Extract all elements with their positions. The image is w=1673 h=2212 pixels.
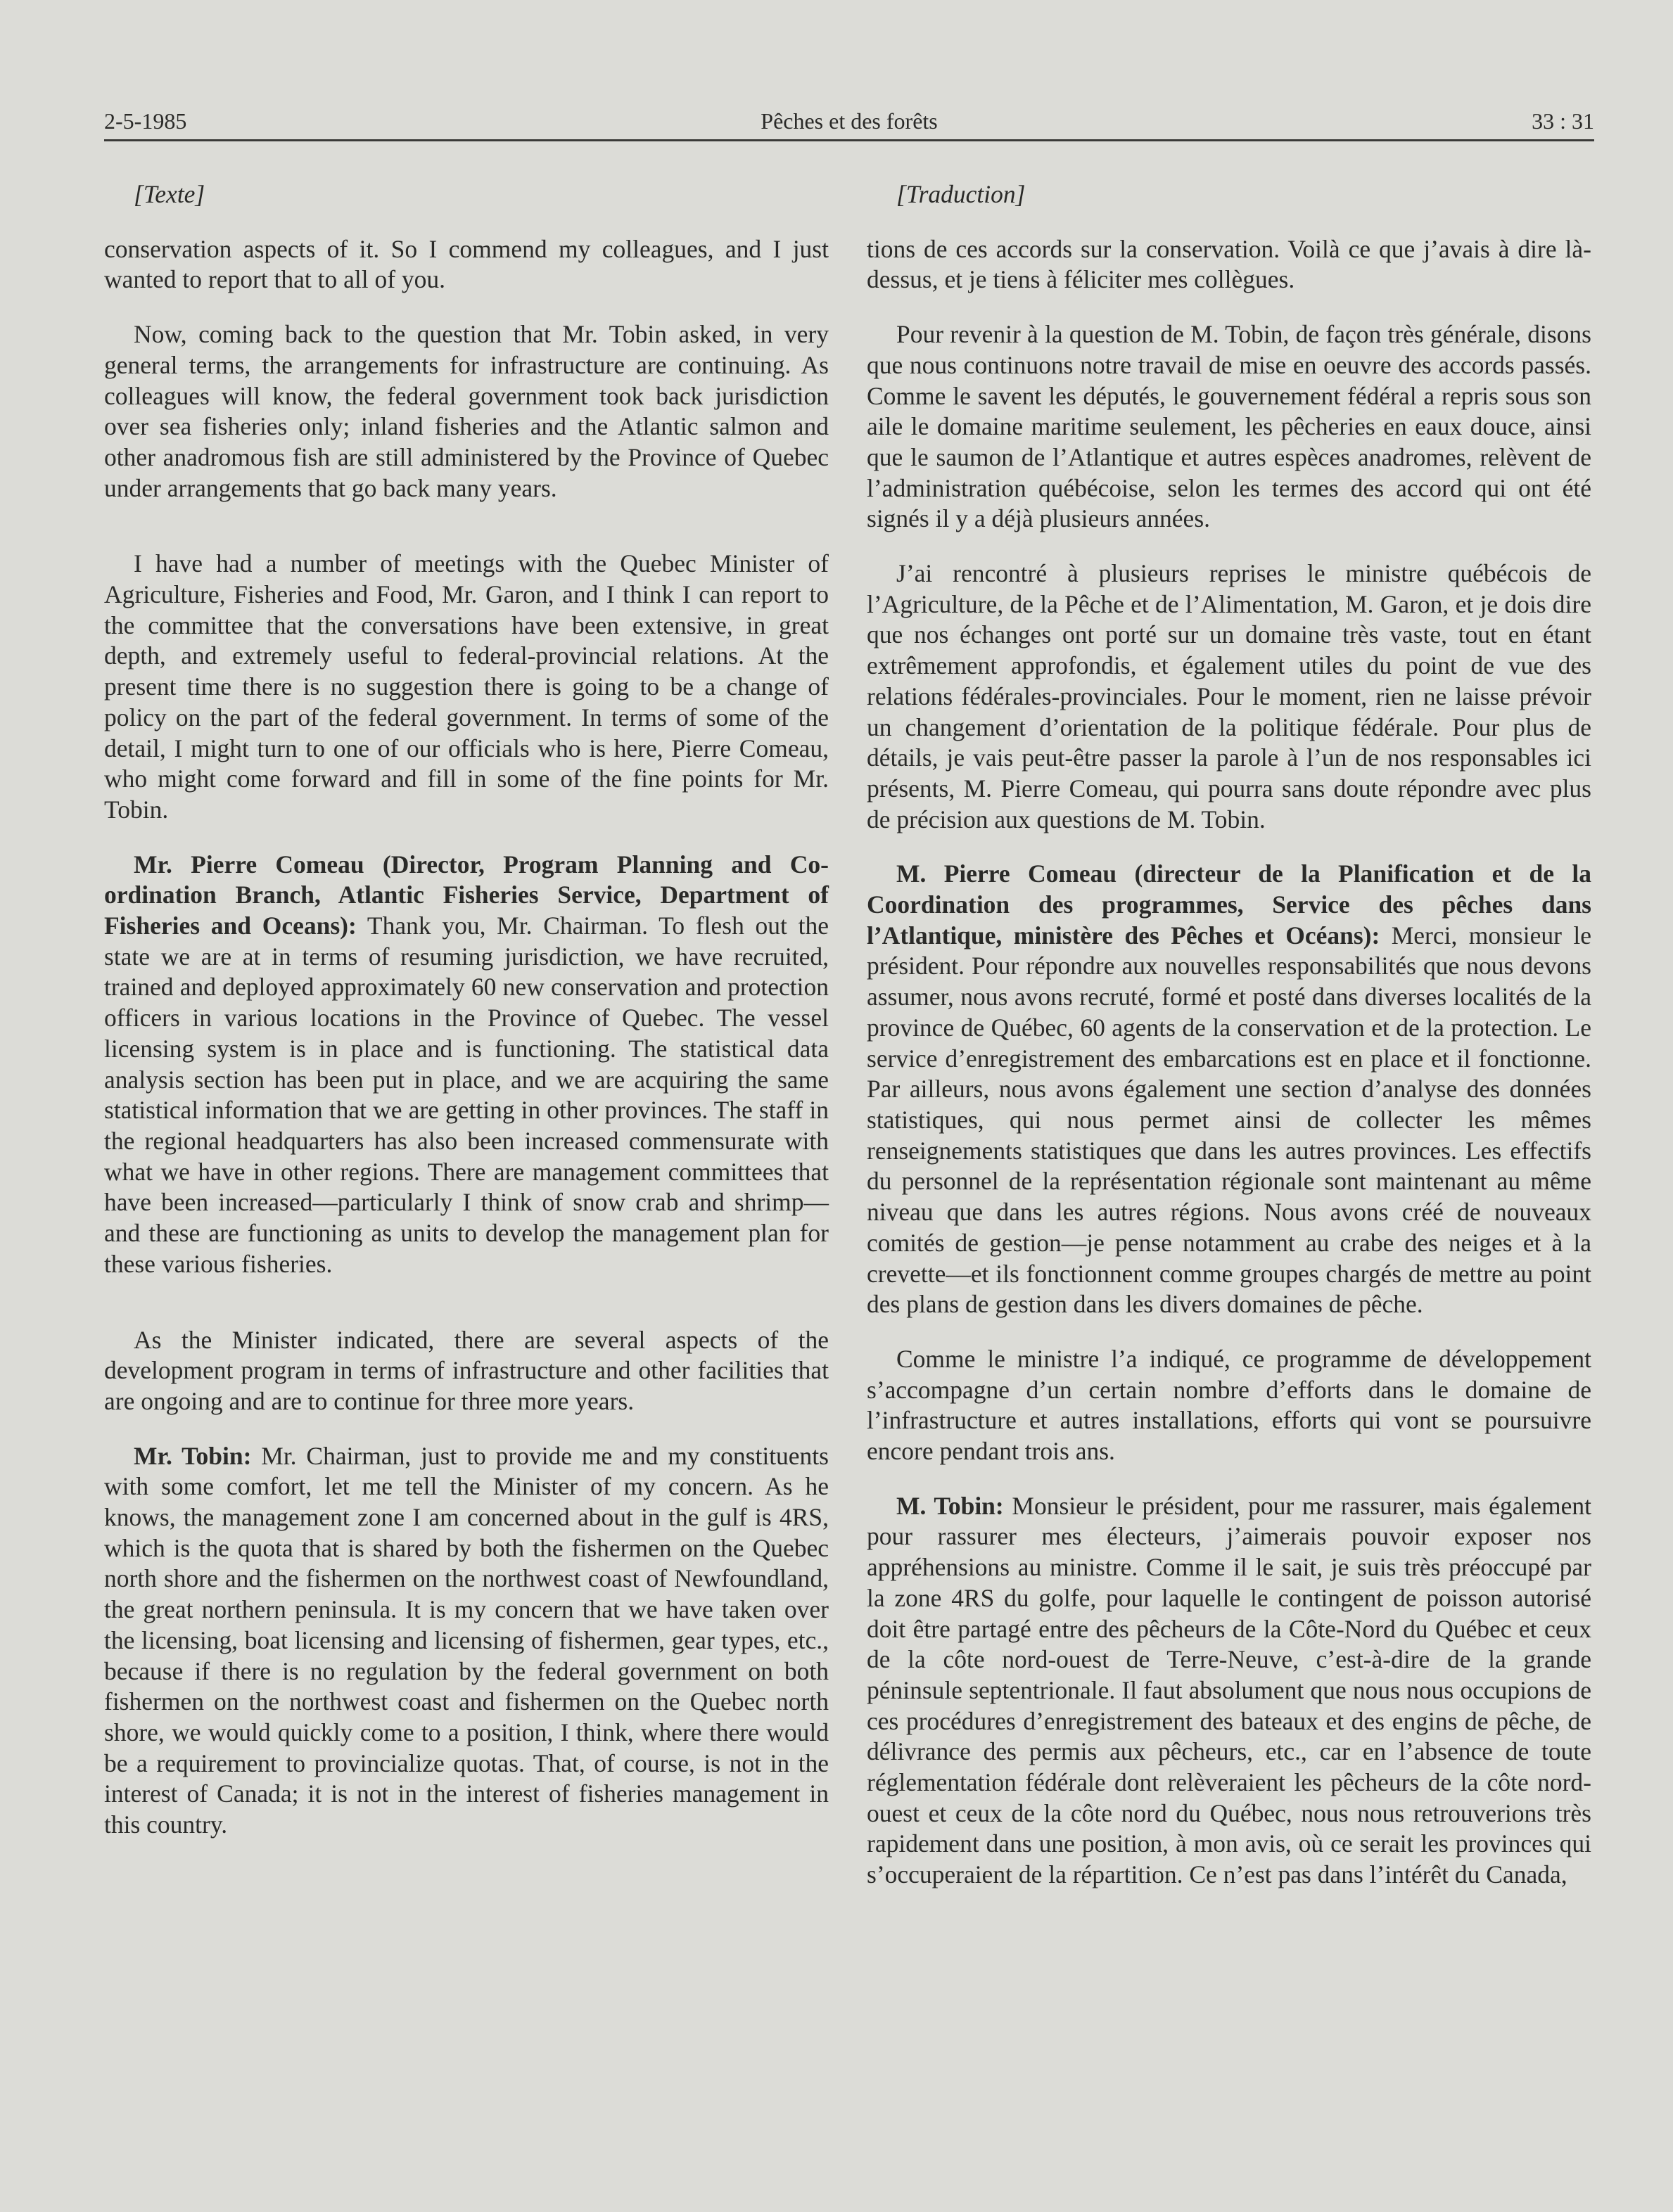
- paragraph: J’ai rencontré à plusieurs reprises le ministre québécois de l’Agriculture, de la Pêche et de l’Alimentation, M. Garon, et je dois dire que nos échanges ont porté sur un domaine très vaste, tout en étant extrêmement approfondis, et également utiles du point de vue des relations fédérales-provinciales. Pour le moment, rien ne laisse prévoir un changement d’orientation de la politique fédérale. Pour plus de détails, je vais peut-être passer la parole à l’un de nos responsables ici présents, M. Pierre Comeau, qui pourra sans doute répondre avec plus de précision aux questions de M. Tobin.: [867, 559, 1591, 833]
- translation-marker: [Traduction]: [896, 180, 1026, 208]
- paragraph: Comme le ministre l’a indiqué, ce programme de développement s’accompagne d’un certain nombre d’efforts dans le domaine de l’infrastructure et autres installations, efforts qui vont se poursuivre encore pendant trois ans.: [867, 1344, 1591, 1466]
- header-title: Pêches et des forêts: [761, 108, 938, 134]
- speech-text: Monsieur le président, pour me rassurer, mais également pour rassurer mes électeurs, j’aimerais pouvoir exposer nos appréhensions au ministre. Comme il le sait, je suis très préoccupé par la zone 4RS du golfe, pour laquelle le contingent de poisson autorisé doit être partagé entre des pêcheurs de la Côte-Nord du Québec et ceux de la côte nord-ouest de Terre-Neuve, c’est-à-dire de la grande péninsule septentrionale. Il faut absolument que nous nous occupions de ces procédures d’enregistrement des bateaux et des engins de pêche, de délivrance des permis aux pêcheurs, etc., car en l’absence de toute réglementation fédérale dont relèveraient les pêcheurs de la côte nord-ouest et ceux de la côte nord du Québec, nous nous retrouverions très rapidement dans une position, à mon avis, où ce serait les provinces qui s’occuperaient de la répartition. Ce n’est pas dans l’intérêt du Canada,: [867, 1491, 1591, 1889]
- paragraph: conservation aspects of it. So I commend my colleagues, and I just wanted to report that to all of you.: [104, 234, 829, 294]
- header-page-number: 33 : 31: [1532, 108, 1594, 134]
- header-date: 2-5-1985: [104, 108, 187, 134]
- speaker-paragraph: [867, 859, 1591, 1320]
- speaker-name: M. Tobin:: [896, 1491, 1004, 1520]
- paragraph: I have had a number of meetings with the Quebec Minister of Agriculture, Fisheries and Food, Mr. Garon, and I think I can report to the committee that the conversations have been extensive, in great depth, and extremely useful to federal-provincial relations. At the present time there is no suggestion there is going to be a change of policy on the part of the federal government. In terms of some of the detail, I might turn to one of our officials who is here, Pierre Comeau, who might come forward and fill in some of the fine points for Mr. Tobin.: [104, 549, 829, 824]
- french-column: [867, 179, 1591, 1914]
- speaker-name: M. Pierre Comeau (directeur de la Planification et de la Coordination des programmes, Service des pêches dans l’Atlantique, ministère des Pêches et Océans):: [867, 859, 1591, 950]
- paragraph: As the Minister indicated, there are several aspects of the development program in terms of infrastructure and other facilities that are ongoing and are to continue for three more years.: [104, 1325, 829, 1415]
- paragraph: Pour revenir à la question de M. Tobin, de façon très générale, disons que nous continuons notre travail de mise en oeuvre des accords passés. Comme le savent les députés, le gouvernement fédéral a repris sous son aile le domaine maritime seulement, les pêcheries en eaux douce, ainsi que le saumon de l’Atlantique et autres espèces anadromes, relèvent de l’administration québécoise, selon les termes des accord qui ont été signés il y a déjà plusieurs années.: [867, 320, 1591, 533]
- paragraph: tions de ces accords sur la conservation. Voilà ce que j’avais à dire là-dessus, et je tiens à féliciter mes collègues.: [867, 234, 1591, 294]
- english-column: [104, 179, 829, 1865]
- speech-text: Mr. Chairman, just to provide me and my constituents with some comfort, let me tell the Minister of my concern. As he knows, the management zone I am concerned about in the gulf is 4RS, which is the quota that is shared by both the fishermen on the Quebec north shore and the fishermen on the northwest coast of Newfoundland, the great northern peninsula. It is my concern that we have taken over the licensing, boat licensing and licensing of fishermen, gear types, etc., because if there is no regulation by the federal government on both fishermen on the northwest coast and fishermen on the Quebec north shore, we would quickly come to a position, I think, where there would be a requirement to provincialize quotas. That, of course, is not in the interest of Canada; it is not in the interest of fisheries management in this country.: [104, 1441, 829, 1839]
- speaker-name: Mr. Tobin:: [134, 1441, 252, 1470]
- speech-text: Thank you, Mr. Chairman. To flesh out the state we are at in terms of resuming jurisdiction, we have recruited, trained and deployed approximately 60 new conservation and protection officers in various locations in the Province of Quebec. The vessel licensing system is in place and is functioning. The statistical data analysis section has been put in place, and we are acquiring the same statistical information that we are getting in other provinces. The staff in the regional headquarters has also been increased commensurate with what we have in other regions. There are management committees that have been increased—particularly I think of snow crab and shrimp—and these are functioning as units to develop the management plan for these various fisheries.: [104, 912, 829, 1278]
- speaker-paragraph: [104, 1441, 829, 1841]
- speaker-name: Mr. Pierre Comeau (Director, Program Planning and Co-ordination Branch, Atlantic Fisheries Service, Department of Fisheries and Oceans):: [104, 850, 829, 940]
- speaker-paragraph: [867, 1491, 1591, 1891]
- running-header: [104, 103, 1594, 141]
- text-marker: [Texte]: [134, 180, 205, 208]
- speech-text: Merci, monsieur le président. Pour répondre aux nouvelles responsabilités que nous devons assumer, nous avons recruté, formé et posté dans diverses localités de la province de Québec, 60 agents de la conservation et de la protection. Le service d’enregistrement des embarcations est en place et il fonctionne. Par ailleurs, nous avons également une section d’analyse des données statistiques, qui nous permet ainsi de collecter les mêmes renseignements statistiques que dans les autres provinces. Les effectifs du personnel de la représentation régionale sont maintenant au même niveau que dans les autres régions. Nous avons créé de nouveaux comités de gestion—je pense notamment au crabe des neiges et à la crevette—et ils fonctionnent comme groupes chargés de mettre au point des plans de gestion dans les divers domaines de pêche.: [867, 921, 1591, 1319]
- paragraph: Now, coming back to the question that Mr. Tobin asked, in very general terms, the arrangements for infrastructure are continuing. As colleagues will know, the federal government took back jurisdiction over sea fisheries only; inland fisheries and the Atlantic salmon and other anadromous fish are still administered by the Province of Quebec under arrangements that go back many years.: [104, 320, 829, 502]
- speaker-paragraph: [104, 850, 829, 1280]
